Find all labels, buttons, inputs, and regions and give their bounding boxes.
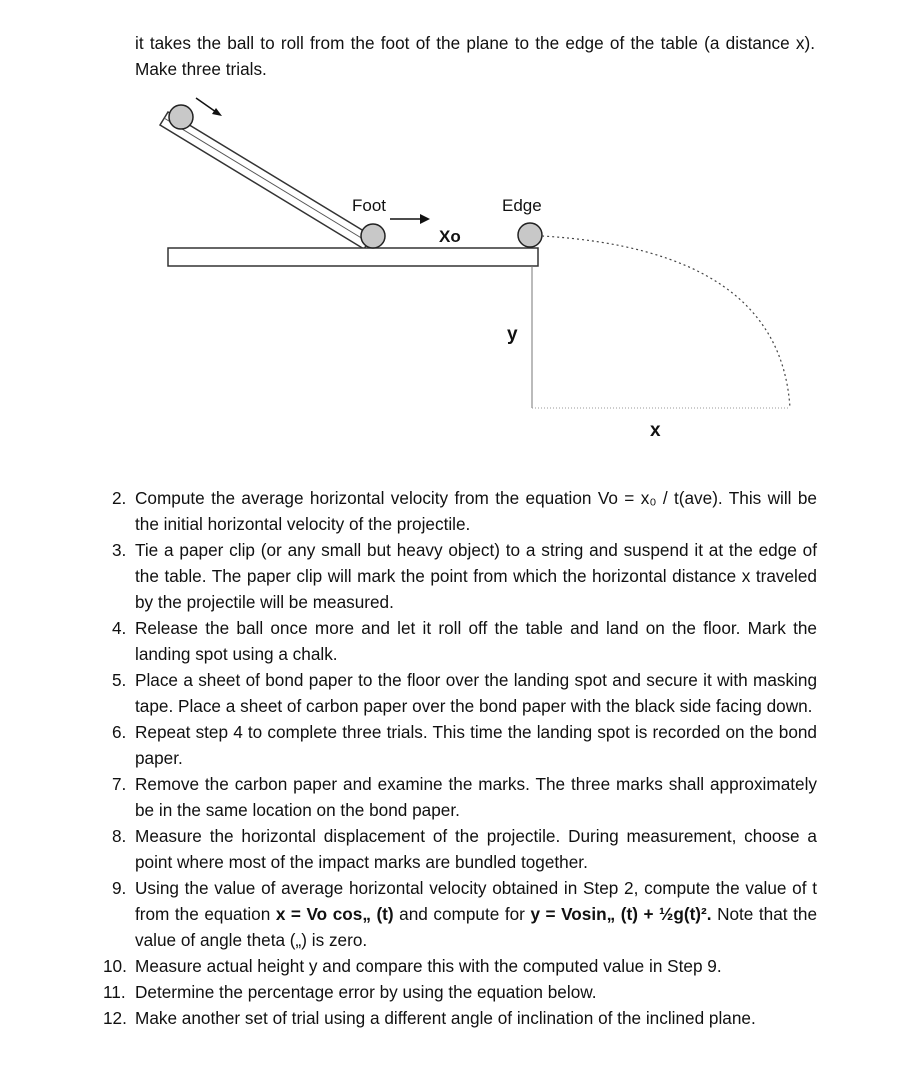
x-label: x [650, 420, 661, 441]
ball-at-foot-icon [361, 224, 385, 248]
xo-label: Xo [439, 227, 461, 246]
list-item: 4. Release the ball once more and let it roll off the table and land on the floor. Mark the landing spot using a chalk. [112, 618, 817, 664]
list-item: 9. Using the value of average horizontal velocity obtained in Step 2, compute the value of t from the equation x = Vo cos„ (t) and compute for y = Vosin„ (t) + ½g(t)². Note that the value of angle theta („) is zero. [112, 878, 818, 950]
list-item: 2. Compute the average horizontal velocity from the equation Vo = x₀ / t(ave). This will be the initial horizontal velocity of the projectile. [112, 488, 817, 534]
list-item: 3. Tie a paper clip (or any small but heavy object) to a string and suspend it at the edge of the table. The paper clip will mark the point from which the horizontal distance x traveled by the projectile will be measured. [112, 540, 817, 612]
foot-label: Foot [352, 196, 387, 215]
list-item: 7. Remove the carbon paper and examine the marks. The three marks shall approximately be in the same location on the bond paper. [112, 774, 817, 820]
intro-paragraph: it takes the ball to roll from the foot of the plane to the edge of the table (a distance x). Make three trials. [135, 33, 815, 79]
list-item: 10. Measure actual height y and compare this with the computed value in Step 9. [103, 956, 722, 976]
ball-at-edge-icon [518, 223, 542, 247]
arrow-icon [196, 98, 222, 116]
arrow-right-icon [390, 214, 430, 224]
trajectory-curve [542, 236, 790, 408]
inclined-plane [160, 112, 372, 249]
y-label: y [507, 324, 518, 345]
list-item: 6. Repeat step 4 to complete three trials. This time the landing spot is recorded on the bond paper. [112, 722, 817, 768]
table [168, 248, 538, 266]
list-item: 8. Measure the horizontal displacement of the projectile. During measurement, choose a point where most of the impact marks are bundled together. [112, 826, 817, 872]
list-item: 12. Make another set of trial using a different angle of inclination of the inclined plane. [103, 1008, 756, 1028]
list-item: 5. Place a sheet of bond paper to the floor over the landing spot and secure it with masking tape. Place a sheet of carbon paper over the bond paper with the black side facing down. [112, 670, 817, 716]
edge-label: Edge [502, 196, 542, 215]
list-item: 11. Determine the percentage error by using the equation below. [103, 982, 597, 1002]
procedure-steps [103, 485, 818, 1031]
projectile-diagram [0, 0, 903, 480]
ball-icon [169, 105, 193, 129]
